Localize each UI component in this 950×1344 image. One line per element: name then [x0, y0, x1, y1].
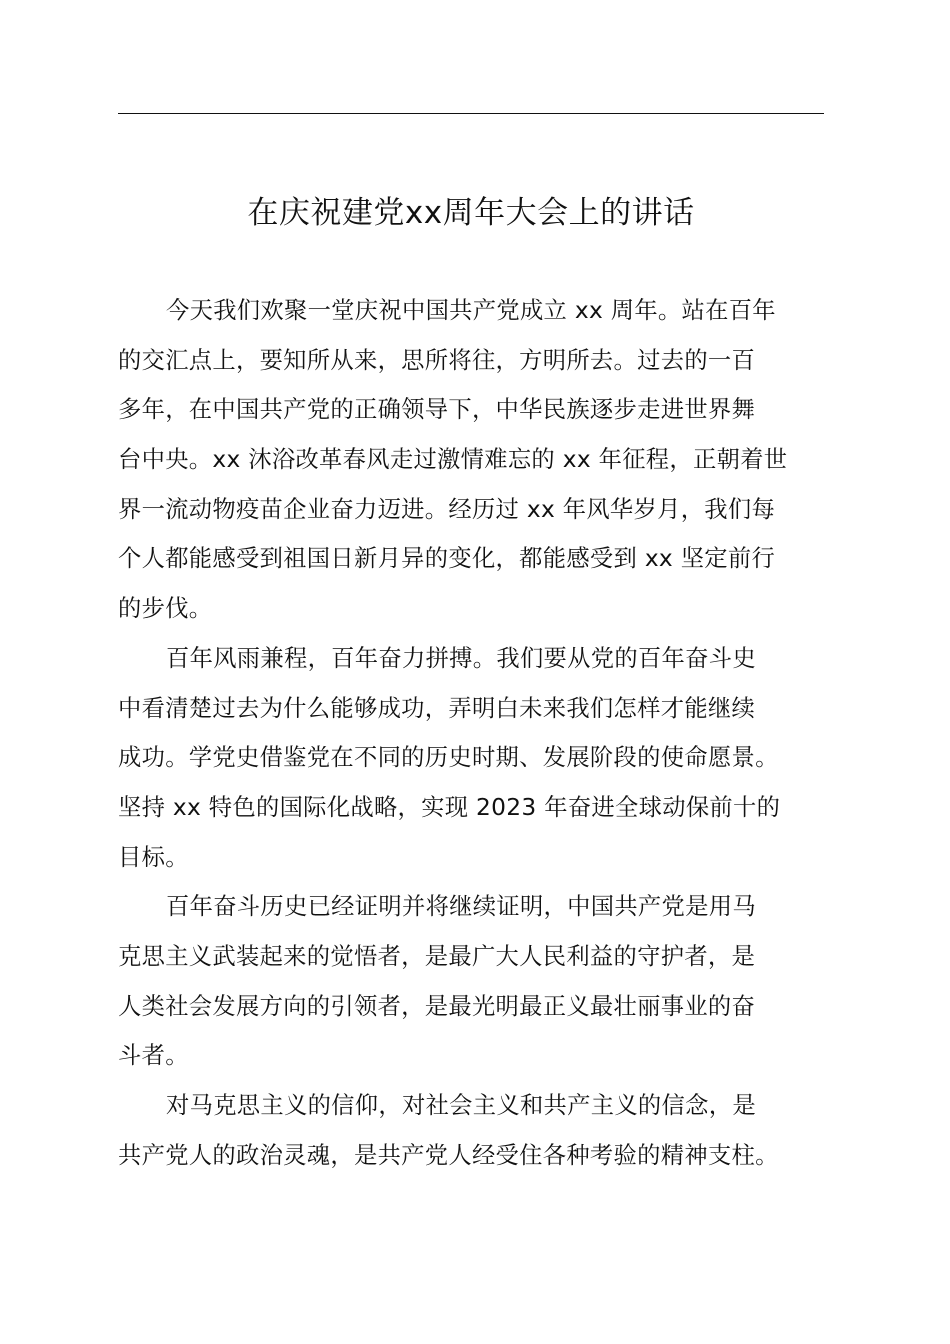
- text-line: 个人都能感受到祖国日新月异的变化，都能感受到 xx 坚定前行: [118, 545, 776, 573]
- paragraph: [118, 634, 826, 882]
- text-line: 斗者。: [118, 1042, 189, 1070]
- text-line: 台中央。xx 沐浴改革春风走过激情难忘的 xx 年征程，正朝着世: [118, 446, 788, 474]
- text-line: 百年奋斗历史已经证明并将继续证明，中国共产党是用马: [166, 893, 756, 921]
- text-line: 百年风雨兼程，百年奋力拼搏。我们要从党的百年奋斗史: [166, 644, 756, 672]
- document-title: 在庆祝建党xx周年大会上的讲话: [247, 195, 695, 231]
- text-line: 目标。: [118, 843, 189, 871]
- header-rule: [118, 113, 824, 114]
- text-line: 人类社会发展方向的引领者，是最光明最正义最壮丽事业的奋: [118, 992, 756, 1020]
- text-line: 成功。学党史借鉴党在不同的历史时期、发展阶段的使命愿景。: [118, 744, 779, 772]
- text-line: 的步伐。: [118, 595, 213, 623]
- text-line: 的交汇点上，要知所从来，思所将往，方明所去。过去的一百: [118, 346, 756, 374]
- text-line: 坚持 xx 特色的国际化战略，实现 2023 年奋进全球动保前十的: [118, 793, 781, 821]
- text-line: 今天我们欢聚一堂庆祝中国共产党成立 xx 周年。站在百年: [166, 297, 776, 324]
- text-line: 多年，在中国共产党的正确领导下，中华民族逐步走进世界舞: [118, 396, 756, 424]
- text-line: 共产党人的政治灵魂，是共产党人经受住各种考验的精神支柱。: [118, 1141, 779, 1169]
- text-line: 克思主义武装起来的觉悟者，是最广大人民利益的守护者，是: [118, 942, 756, 970]
- text-line: 界一流动物疫苗企业奋力迈进。经历过 xx 年风华岁月，我们每: [118, 495, 776, 523]
- document-body: [118, 286, 826, 1180]
- paragraph: [118, 286, 826, 634]
- paragraph: [118, 882, 826, 1081]
- text-line: 中看清楚过去为什么能够成功，弄明白未来我们怎样才能继续: [118, 694, 756, 722]
- paragraph: [118, 1081, 826, 1180]
- text-line: 对马克思主义的信仰，对社会主义和共产主义的信念，是: [166, 1092, 756, 1119]
